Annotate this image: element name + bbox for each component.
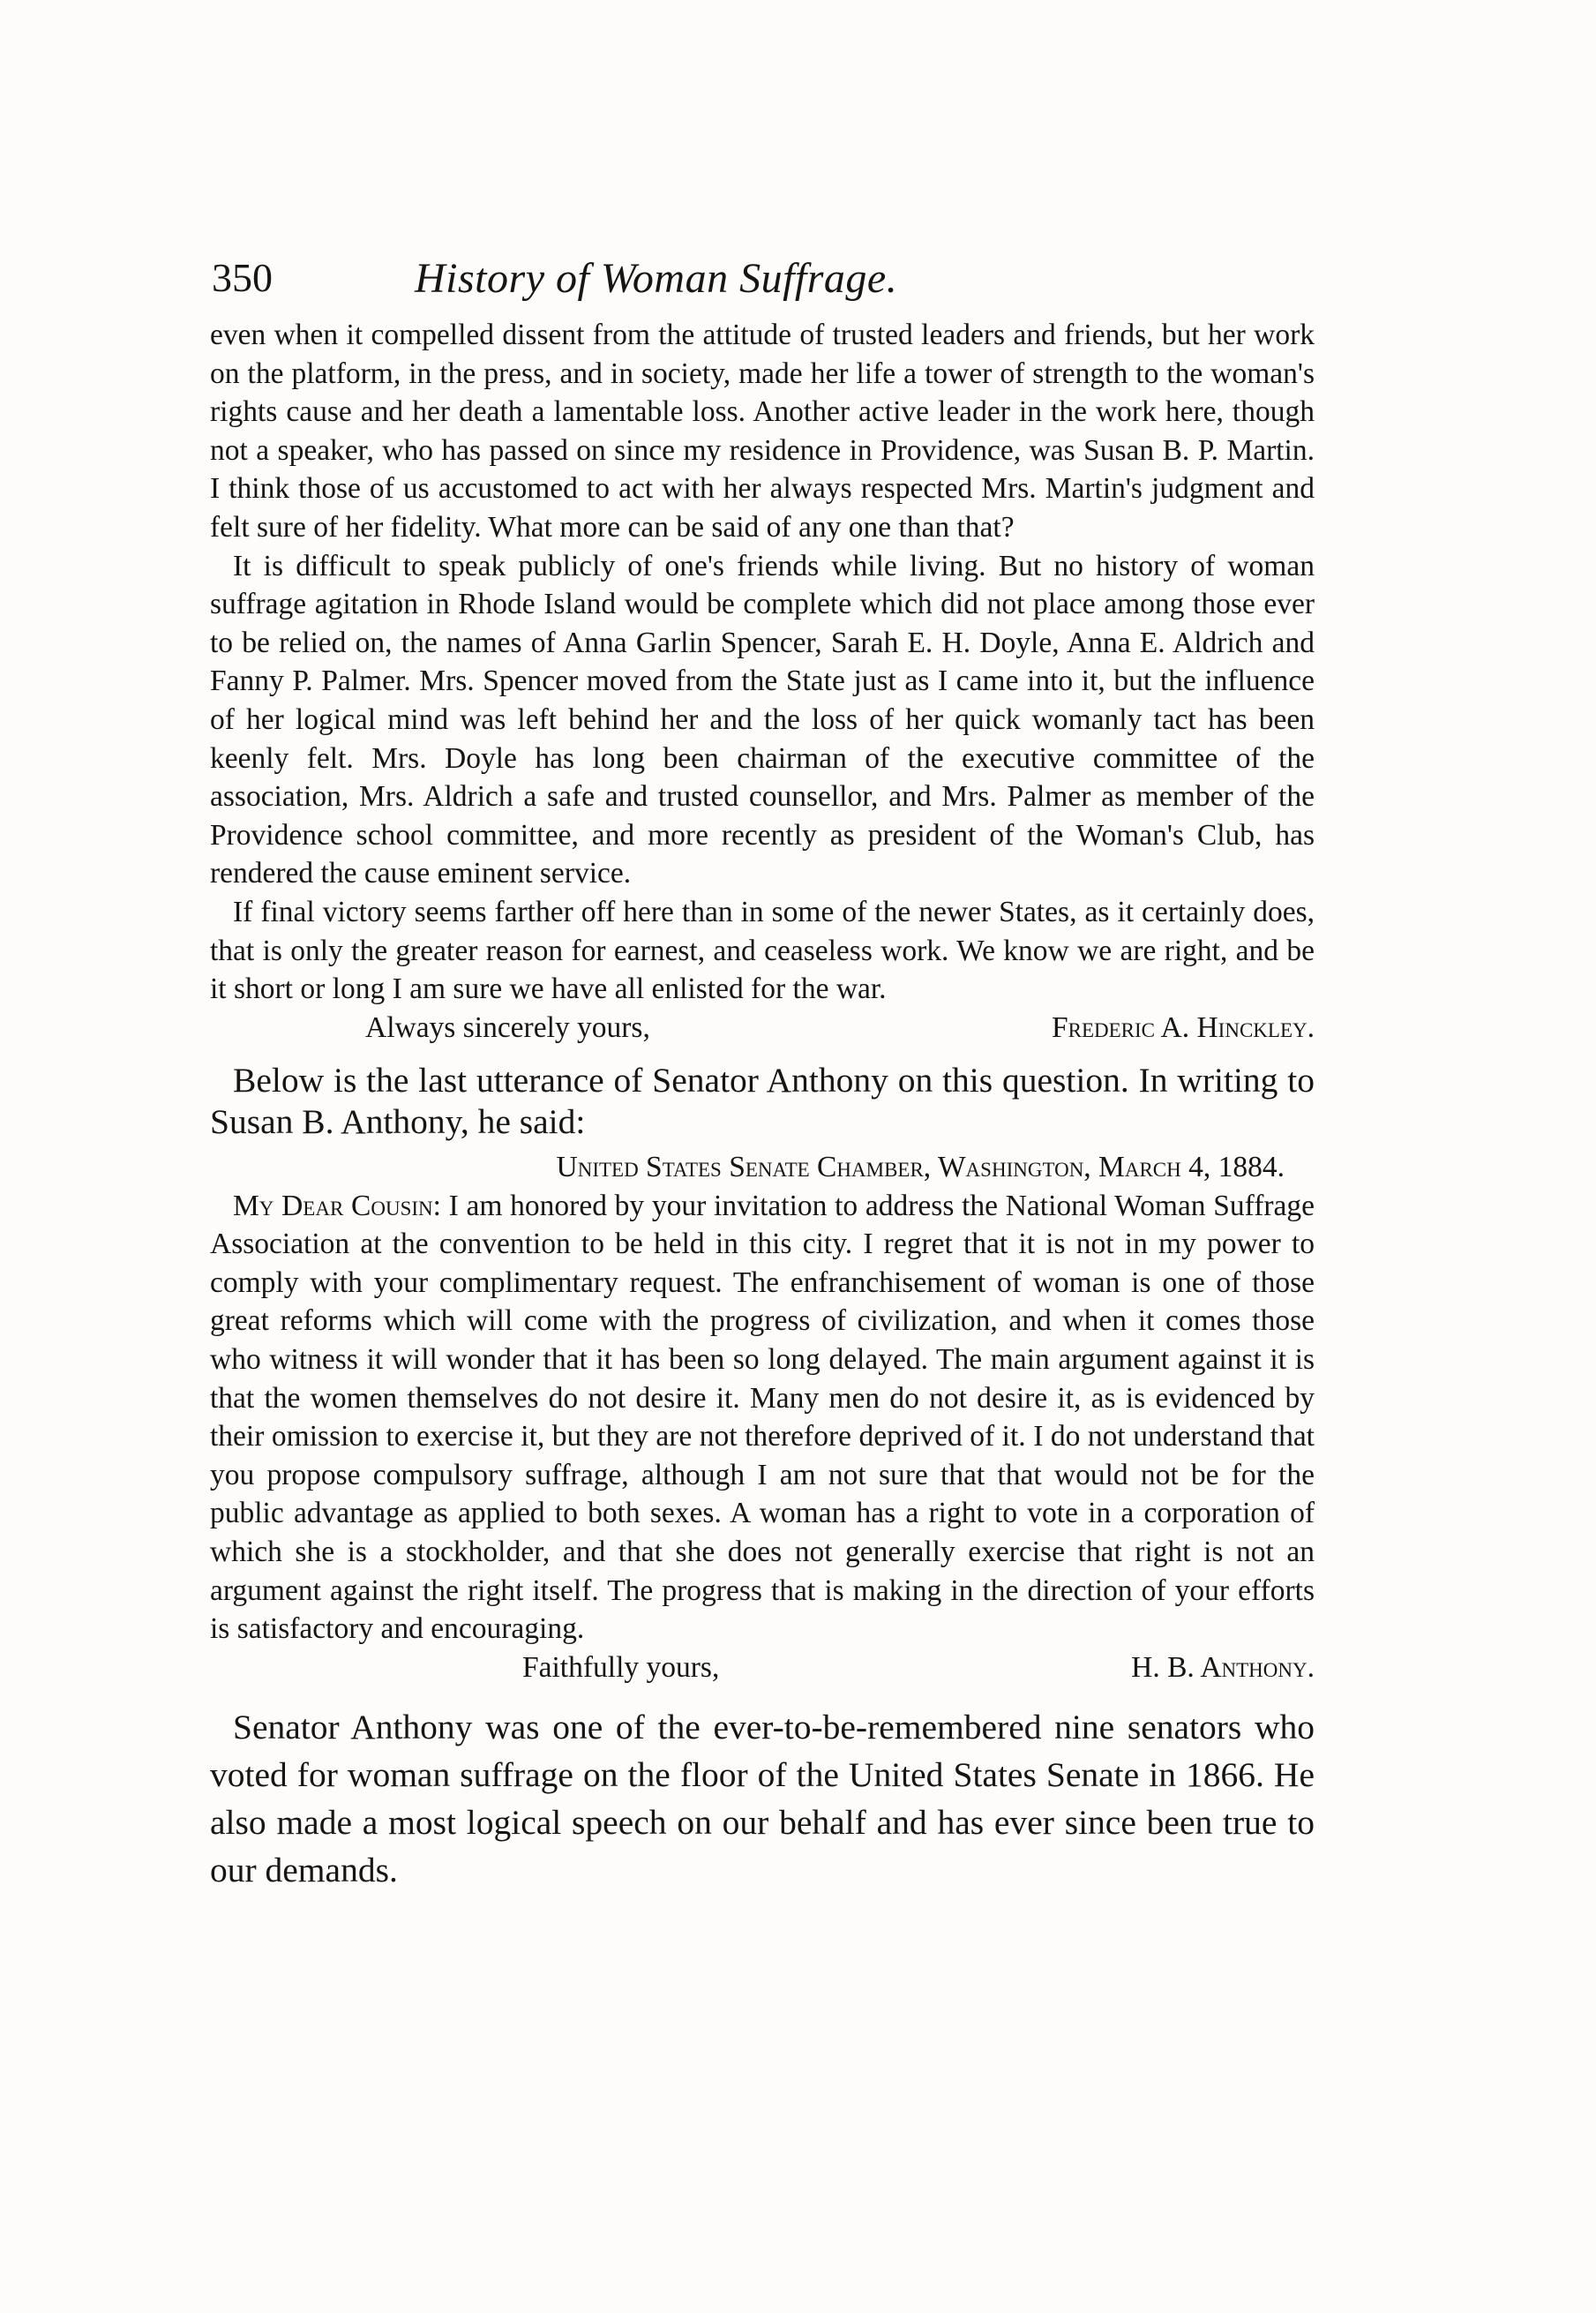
- signature-closing: Always sincerely yours,: [365, 1010, 650, 1044]
- signature-closing: Faithfully yours,: [522, 1650, 720, 1684]
- letter-body: [210, 1187, 1315, 1648]
- letter-dateline: United States Senate Chamber, Washington, March 4, 1884.: [556, 1150, 1285, 1183]
- book-page: [210, 254, 1315, 1894]
- paragraph-3: If final victory seems farther off here than in some of the newer States, as it certainly does, that is only the greater reason for earnest, and ceaseless work. We know we are right, and be it short or long I am sure we have all enlisted for the war.: [210, 895, 1315, 1006]
- running-title: History of Woman Suffrage.: [415, 255, 898, 302]
- page-number: 350: [212, 255, 273, 300]
- letter-introduction: Below is the last utterance of Senator Anthony on this question. In writing to Susan B. Anthony, he said:: [210, 1060, 1315, 1141]
- running-head: [210, 254, 1315, 316]
- signature-anthony: [210, 1648, 1315, 1687]
- closing-paragraph: Senator Anthony was one of the ever-to-be-remembered nine senators who voted for woman suffrage on the floor of the United States Senate in 1866. He also made a most logical speech on our behalf and has ever since been true to our demands.: [210, 1707, 1315, 1889]
- letter-text: I am honored by your invitation to address the National Woman Suffrage Association at the convention to be held in this city. I regret that it is not in my power to comply with your complimentary request. The enfranchisement of woman is one of those great reforms which will come with the progress of civilization, and when it comes those who witness it will wonder that it has been so long delayed. The main argument against it is that the women themselves do not desire it. Many men do not desire it, as is evidenced by their omission to exercise it, but they are not therefore deprived of it. I do not understand that you propose compulsory suffrage, although I am not sure that that would not be for the public advantage as applied to both sexes. A woman has a right to vote in a corporation of which she is a stockholder, and that she does not generally exercise that right is not an argument against the right itself. The progress that is making in the direction of your efforts is satisfactory and encouraging.: [210, 1189, 1315, 1646]
- paragraph-1: even when it compelled dissent from the attitude of trusted leaders and friends, but her work on the platform, in the press, and in society, made her life a tower of strength to the woman's rights cause and her death a lamentable loss. Another active leader in the work here, though not a speaker, who has passed on since my residence in Providence, was Susan B. P. Martin. I think those of us accustomed to act with her always respected Mrs. Martin's judgment and felt sure of her fidelity. What more can be said of any one than that?: [210, 319, 1315, 544]
- signature-name: Frederic A. Hinckley.: [1052, 1010, 1315, 1044]
- paragraph-2: It is difficult to speak publicly of one's friends while living. But no history of woman suffrage agitation in Rhode Island would be complete which did not place among those ever to be relied on, the names of Anna Garlin Spencer, Sarah E. H. Doyle, Anna E. Aldrich and Fanny P. Palmer. Mrs. Spencer moved from the State just as I came into it, but the influence of her logical mind was left behind her and the loss of her quick womanly tact has been keenly felt. Mrs. Doyle has long been chairman of the executive committee of the association, Mrs. Aldrich a safe and trusted counsellor, and Mrs. Palmer as member of the Providence school committee, and more recently as president of the Woman's Club, has rendered the cause eminent service.: [210, 549, 1315, 890]
- signature-hinckley: [210, 1009, 1315, 1048]
- letter-salutation: My Dear Cousin:: [233, 1189, 441, 1222]
- signature-name: H. B. Anthony.: [1131, 1650, 1315, 1684]
